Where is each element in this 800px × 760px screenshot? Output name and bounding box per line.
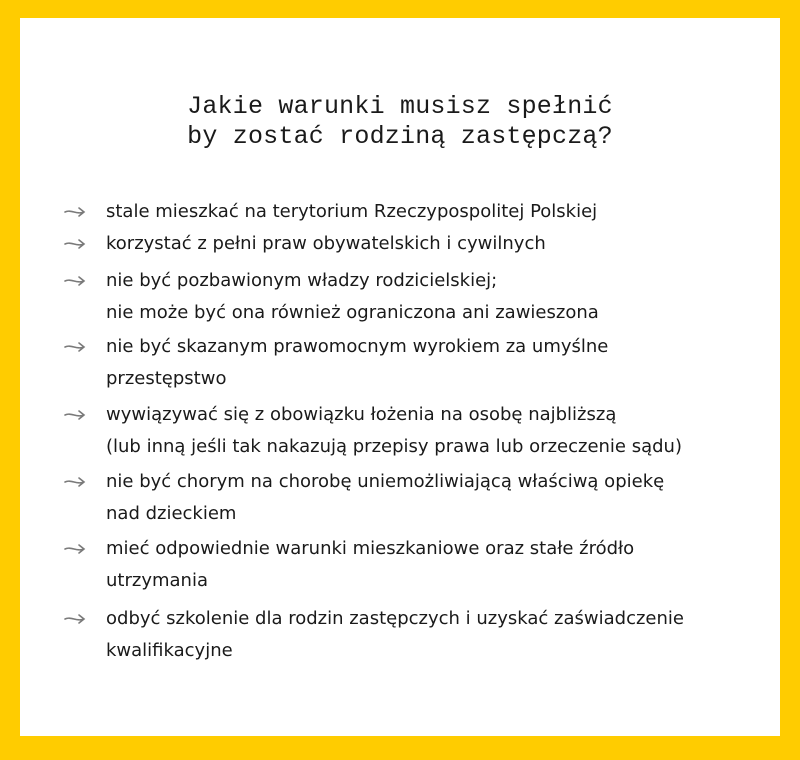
arrow-icon (63, 206, 87, 218)
list-item-line: mieć odpowiednie warunki mieszkaniowe oraz stałe źródło (106, 538, 635, 559)
list-item-text (106, 228, 746, 260)
list-item-text (106, 196, 746, 228)
list-item-line: nie może być ona również ograniczona ani zawieszona (106, 302, 599, 323)
list-item-text (106, 265, 746, 329)
list-item-text (106, 331, 746, 395)
arrow-icon (63, 341, 87, 353)
arrow-icon (63, 275, 87, 287)
arrow-icon (63, 543, 87, 555)
arrow-icon (63, 613, 87, 625)
list-item-line: utrzymania (106, 570, 208, 591)
list-item-line: nad dzieckiem (106, 503, 237, 524)
arrow-icon (63, 409, 87, 421)
list-item-line: wywiązywać się z obowiązku łożenia na osobę najbliższą (106, 404, 617, 425)
list-item-text (106, 603, 746, 667)
list-item-text (106, 466, 746, 530)
list-item-line: odbyć szkolenie dla rodzin zastępczych i uzyskać zaświadczenie (106, 608, 684, 629)
list-item-line: (lub inną jeśli tak nakazują przepisy prawa lub orzeczenie sądu) (106, 436, 682, 457)
list-item-line: kwalifikacyjne (106, 640, 233, 661)
arrow-icon (63, 476, 87, 488)
content-panel (20, 18, 780, 736)
list-item-line: przestępstwo (106, 368, 227, 389)
list-item-text (106, 399, 746, 463)
list-item-line: stale mieszkać na terytorium Rzeczypospolitej Polskiej (106, 201, 598, 222)
list-item-line: nie być chorym na chorobę uniemożliwiającą właściwą opiekę (106, 471, 665, 492)
arrow-icon (63, 238, 87, 250)
title-line-1: Jakie warunki musisz spełnić (187, 92, 613, 121)
list-item-line: nie być pozbawionym władzy rodzicielskiej; (106, 270, 498, 291)
list-item-line: nie być skazanym prawomocnym wyrokiem za umyślne (106, 336, 609, 357)
page-title (20, 92, 780, 152)
list-item-text (106, 533, 746, 597)
title-line-2: by zostać rodziną zastępczą? (187, 122, 613, 151)
list-item-line: korzystać z pełni praw obywatelskich i cywilnych (106, 233, 546, 254)
